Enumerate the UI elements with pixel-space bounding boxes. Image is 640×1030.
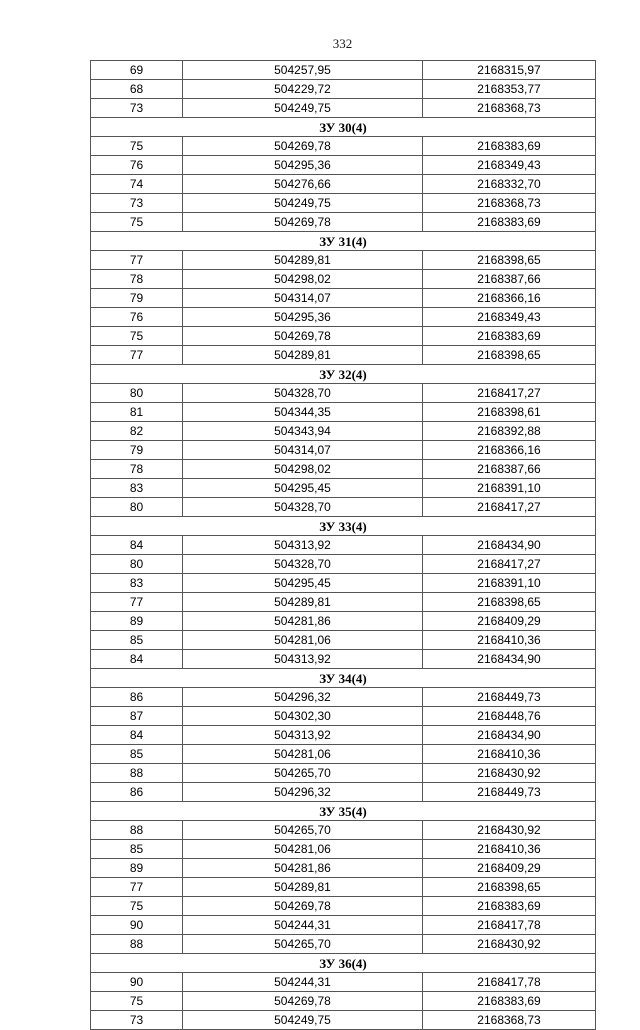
point-number-cell: 89 [91, 612, 183, 631]
y-coordinate-cell: 2168366,16 [423, 441, 596, 460]
point-number-cell: 83 [91, 479, 183, 498]
section-header-row [91, 954, 596, 973]
point-number-cell: 86 [91, 783, 183, 802]
y-coordinate-cell: 2168417,27 [423, 384, 596, 403]
section-header-row [91, 118, 596, 137]
section-header-label: ЗУ 35(4) [91, 802, 596, 821]
table-row [91, 175, 596, 194]
y-coordinate-cell: 2168383,69 [423, 137, 596, 156]
point-number-cell: 77 [91, 593, 183, 612]
x-coordinate-cell: 504257,95 [183, 61, 423, 80]
point-number-cell: 77 [91, 346, 183, 365]
y-coordinate-cell: 2168391,10 [423, 479, 596, 498]
y-coordinate-cell: 2168353,77 [423, 80, 596, 99]
x-coordinate-cell: 504295,45 [183, 574, 423, 593]
section-header-label: ЗУ 36(4) [91, 954, 596, 973]
x-coordinate-cell: 504298,02 [183, 460, 423, 479]
table-row [91, 422, 596, 441]
point-number-cell: 89 [91, 859, 183, 878]
table-row [91, 137, 596, 156]
table-row [91, 574, 596, 593]
y-coordinate-cell: 2168392,88 [423, 422, 596, 441]
y-coordinate-cell: 2168449,73 [423, 688, 596, 707]
x-coordinate-cell: 504244,31 [183, 973, 423, 992]
x-coordinate-cell: 504289,81 [183, 251, 423, 270]
x-coordinate-cell: 504295,36 [183, 156, 423, 175]
table-row [91, 935, 596, 954]
table-row [91, 897, 596, 916]
table-row [91, 821, 596, 840]
table-row [91, 251, 596, 270]
point-number-cell: 73 [91, 1011, 183, 1030]
y-coordinate-cell: 2168434,90 [423, 650, 596, 669]
x-coordinate-cell: 504314,07 [183, 289, 423, 308]
y-coordinate-cell: 2168315,97 [423, 61, 596, 80]
section-header-row [91, 517, 596, 536]
point-number-cell: 90 [91, 916, 183, 935]
section-header-label: ЗУ 32(4) [91, 365, 596, 384]
table-row [91, 327, 596, 346]
point-number-cell: 85 [91, 745, 183, 764]
point-number-cell: 84 [91, 726, 183, 745]
point-number-cell: 75 [91, 992, 183, 1011]
x-coordinate-cell: 504344,35 [183, 403, 423, 422]
table-row [91, 213, 596, 232]
x-coordinate-cell: 504302,30 [183, 707, 423, 726]
y-coordinate-cell: 2168398,65 [423, 878, 596, 897]
table-row [91, 650, 596, 669]
point-number-cell: 81 [91, 403, 183, 422]
y-coordinate-cell: 2168410,36 [423, 631, 596, 650]
table-row [91, 99, 596, 118]
y-coordinate-cell: 2168430,92 [423, 821, 596, 840]
y-coordinate-cell: 2168410,36 [423, 840, 596, 859]
y-coordinate-cell: 2168383,69 [423, 897, 596, 916]
y-coordinate-cell: 2168387,66 [423, 270, 596, 289]
point-number-cell: 90 [91, 973, 183, 992]
table-row [91, 80, 596, 99]
table-row [91, 403, 596, 422]
x-coordinate-cell: 504295,36 [183, 308, 423, 327]
table-row [91, 878, 596, 897]
y-coordinate-cell: 2168383,69 [423, 992, 596, 1011]
point-number-cell: 68 [91, 80, 183, 99]
section-header-row [91, 365, 596, 384]
x-coordinate-cell: 504298,02 [183, 270, 423, 289]
table-row [91, 688, 596, 707]
section-header-label: ЗУ 31(4) [91, 232, 596, 251]
section-header-row [91, 802, 596, 821]
table-row [91, 460, 596, 479]
y-coordinate-cell: 2168409,29 [423, 859, 596, 878]
point-number-cell: 78 [91, 460, 183, 479]
y-coordinate-cell: 2168430,92 [423, 935, 596, 954]
coordinate-table [90, 60, 596, 1030]
point-number-cell: 82 [91, 422, 183, 441]
table-row [91, 973, 596, 992]
point-number-cell: 75 [91, 213, 183, 232]
x-coordinate-cell: 504289,81 [183, 878, 423, 897]
table-row [91, 745, 596, 764]
y-coordinate-cell: 2168366,16 [423, 289, 596, 308]
table-row [91, 346, 596, 365]
point-number-cell: 86 [91, 688, 183, 707]
y-coordinate-cell: 2168417,78 [423, 973, 596, 992]
x-coordinate-cell: 504328,70 [183, 555, 423, 574]
y-coordinate-cell: 2168417,27 [423, 555, 596, 574]
x-coordinate-cell: 504281,86 [183, 859, 423, 878]
y-coordinate-cell: 2168398,65 [423, 593, 596, 612]
table-row [91, 992, 596, 1011]
point-number-cell: 84 [91, 536, 183, 555]
x-coordinate-cell: 504295,45 [183, 479, 423, 498]
point-number-cell: 69 [91, 61, 183, 80]
table-row [91, 916, 596, 935]
x-coordinate-cell: 504289,81 [183, 346, 423, 365]
table-row [91, 555, 596, 574]
x-coordinate-cell: 504328,70 [183, 384, 423, 403]
table-row [91, 840, 596, 859]
x-coordinate-cell: 504249,75 [183, 1011, 423, 1030]
point-number-cell: 76 [91, 156, 183, 175]
y-coordinate-cell: 2168449,73 [423, 783, 596, 802]
table-row [91, 726, 596, 745]
x-coordinate-cell: 504281,06 [183, 745, 423, 764]
table-row [91, 764, 596, 783]
point-number-cell: 75 [91, 327, 183, 346]
x-coordinate-cell: 504269,78 [183, 897, 423, 916]
x-coordinate-cell: 504269,78 [183, 327, 423, 346]
y-coordinate-cell: 2168387,66 [423, 460, 596, 479]
x-coordinate-cell: 504313,92 [183, 726, 423, 745]
x-coordinate-cell: 504313,92 [183, 536, 423, 555]
table-row [91, 1011, 596, 1030]
y-coordinate-cell: 2168434,90 [423, 726, 596, 745]
page-number: 332 [332, 36, 353, 51]
table-row [91, 631, 596, 650]
y-coordinate-cell: 2168398,61 [423, 403, 596, 422]
y-coordinate-cell: 2168398,65 [423, 251, 596, 270]
point-number-cell: 88 [91, 764, 183, 783]
point-number-cell: 88 [91, 935, 183, 954]
point-number-cell: 76 [91, 308, 183, 327]
y-coordinate-cell: 2168409,29 [423, 612, 596, 631]
table-row [91, 194, 596, 213]
point-number-cell: 74 [91, 175, 183, 194]
point-number-cell: 85 [91, 840, 183, 859]
x-coordinate-cell: 504265,70 [183, 764, 423, 783]
point-number-cell: 83 [91, 574, 183, 593]
x-coordinate-cell: 504328,70 [183, 498, 423, 517]
section-header-label: ЗУ 34(4) [91, 669, 596, 688]
x-coordinate-cell: 504296,32 [183, 783, 423, 802]
y-coordinate-cell: 2168398,65 [423, 346, 596, 365]
y-coordinate-cell: 2168391,10 [423, 574, 596, 593]
y-coordinate-cell: 2168410,36 [423, 745, 596, 764]
y-coordinate-cell: 2168349,43 [423, 156, 596, 175]
x-coordinate-cell: 504265,70 [183, 935, 423, 954]
y-coordinate-cell: 2168383,69 [423, 213, 596, 232]
point-number-cell: 78 [91, 270, 183, 289]
y-coordinate-cell: 2168332,70 [423, 175, 596, 194]
point-number-cell: 73 [91, 194, 183, 213]
table-row [91, 270, 596, 289]
y-coordinate-cell: 2168430,92 [423, 764, 596, 783]
y-coordinate-cell: 2168434,90 [423, 536, 596, 555]
point-number-cell: 80 [91, 384, 183, 403]
table-row [91, 156, 596, 175]
table-row [91, 612, 596, 631]
x-coordinate-cell: 504313,92 [183, 650, 423, 669]
point-number-cell: 80 [91, 555, 183, 574]
table-row [91, 61, 596, 80]
x-coordinate-cell: 504296,32 [183, 688, 423, 707]
section-header-row [91, 669, 596, 688]
y-coordinate-cell: 2168368,73 [423, 99, 596, 118]
x-coordinate-cell: 504289,81 [183, 593, 423, 612]
table-row [91, 783, 596, 802]
section-header-label: ЗУ 33(4) [91, 517, 596, 536]
y-coordinate-cell: 2168417,78 [423, 916, 596, 935]
point-number-cell: 85 [91, 631, 183, 650]
table-row [91, 384, 596, 403]
x-coordinate-cell: 504249,75 [183, 194, 423, 213]
point-number-cell: 73 [91, 99, 183, 118]
point-number-cell: 77 [91, 251, 183, 270]
y-coordinate-cell: 2168368,73 [423, 1011, 596, 1030]
point-number-cell: 79 [91, 289, 183, 308]
point-number-cell: 75 [91, 137, 183, 156]
point-number-cell: 88 [91, 821, 183, 840]
table-row [91, 707, 596, 726]
x-coordinate-cell: 504265,70 [183, 821, 423, 840]
x-coordinate-cell: 504314,07 [183, 441, 423, 460]
x-coordinate-cell: 504269,78 [183, 992, 423, 1011]
table-row [91, 498, 596, 517]
y-coordinate-cell: 2168368,73 [423, 194, 596, 213]
point-number-cell: 79 [91, 441, 183, 460]
y-coordinate-cell: 2168448,76 [423, 707, 596, 726]
table-row [91, 479, 596, 498]
point-number-cell: 75 [91, 897, 183, 916]
y-coordinate-cell: 2168349,43 [423, 308, 596, 327]
section-header-label: ЗУ 30(4) [91, 118, 596, 137]
y-coordinate-cell: 2168383,69 [423, 327, 596, 346]
point-number-cell: 77 [91, 878, 183, 897]
y-coordinate-cell: 2168417,27 [423, 498, 596, 517]
point-number-cell: 84 [91, 650, 183, 669]
point-number-cell: 80 [91, 498, 183, 517]
x-coordinate-cell: 504229,72 [183, 80, 423, 99]
table-row [91, 859, 596, 878]
x-coordinate-cell: 504269,78 [183, 213, 423, 232]
table-row [91, 593, 596, 612]
x-coordinate-cell: 504343,94 [183, 422, 423, 441]
table-row [91, 536, 596, 555]
x-coordinate-cell: 504276,66 [183, 175, 423, 194]
x-coordinate-cell: 504269,78 [183, 137, 423, 156]
table-row [91, 289, 596, 308]
x-coordinate-cell: 504244,31 [183, 916, 423, 935]
point-number-cell: 87 [91, 707, 183, 726]
table-row [91, 441, 596, 460]
x-coordinate-cell: 504281,86 [183, 612, 423, 631]
x-coordinate-cell: 504249,75 [183, 99, 423, 118]
table-row [91, 308, 596, 327]
coordinate-table-body [91, 61, 596, 1030]
x-coordinate-cell: 504281,06 [183, 631, 423, 650]
section-header-row [91, 232, 596, 251]
x-coordinate-cell: 504281,06 [183, 840, 423, 859]
